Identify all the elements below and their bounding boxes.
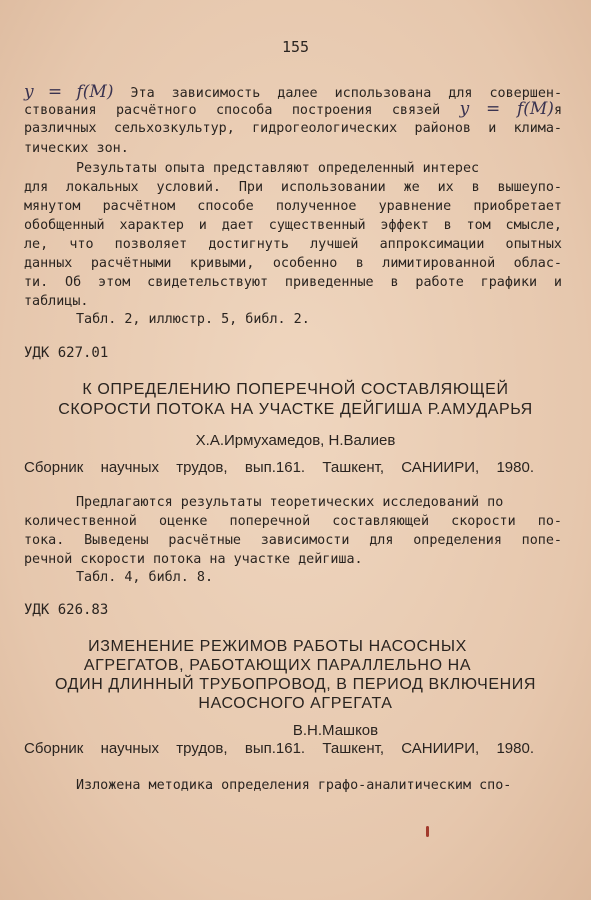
udk-code-2: УДК 626.83 [24,602,109,618]
para1-line-2-text: ствования расчётного способа построения связей [24,103,441,118]
udk-code-1: УДК 627.01 [24,345,109,361]
entry1-source: Сборник научных трудов, вып.161. Ташкент, САНИИРИ, 1980. [24,459,534,476]
entry1-title-line-1: К ОПРЕДЕЛЕНИЮ ПОПЕРЕЧНОЙ СОСТАВЛЯЮЩЕЙ [82,381,509,398]
para2-line-8: таблицы. [24,294,89,309]
para1-line-1-text: Эта зависимость далее использована для совершен- [130,86,563,101]
entry1-authors: Х.А.Ирмухамедов, Н.Валиев [195,432,396,449]
entry2-title-line-3: ОДИН ДЛИННЫЙ ТРУБОПРОВОД, В ПЕРИОД ВКЛЮЧЕНИЯ [54,676,537,693]
para2-line-2: для локальных условий. При использовании же их в вышеупо- [24,180,562,195]
para2-line-6: данных расчётными кривыми, особенно в лимитированной облас- [24,256,562,271]
para1-line-4: тических зон. [24,141,129,156]
entry1-abstract-line-3: тока. Выведены расчётные зависимости для определения попе- [24,533,562,548]
entry1-abstract-line-4: речной скорости потока на участке дейгиша. [24,552,363,567]
page-number: 155 [281,38,310,56]
entry1-references: Табл. 4, библ. 8. [76,570,214,585]
para2-line-3: мянутом расчётном способе полученное уравнение приобретает [24,199,562,214]
para2-line-4: обобщенный характер и дает существенный эффект в том смысле, [24,218,562,233]
entry1-title-line-2: СКОРОСТИ ПОТОКА НА УЧАСТКЕ ДЕЙГИША Р.АМУДАРЬЯ [58,401,533,418]
entry2-abstract-line-1: Изложена методика определения графо-аналитическим спо- [76,778,512,793]
entry2-title-line-2: АГРЕГАТОВ, РАБОТАЮЩИХ ПАРАЛЛЕЛЬНО НА [83,657,472,674]
references-1: Табл. 2, иллюстр. 5, библ. 2. [76,312,310,327]
entry2-source: Сборник научных трудов, вып.161. Ташкент, САНИИРИ, 1980. [24,740,534,757]
entry2-title-line-1: ИЗМЕНЕНИЕ РЕЖИМОВ РАБОТЫ НАСОСНЫХ [88,638,467,655]
entry2-title-line-4: НАСОСНОГО АГРЕГАТА [198,695,393,712]
ink-spot [426,826,429,837]
para2-line-5: ле, что позволяет достигнуть лучшей аппроксимации опытных [24,237,562,252]
para1-line-2 [24,101,562,119]
entry2-authors: В.Н.Машков [292,722,379,739]
para1-line-2-end: я [553,103,562,118]
entry1-abstract-line-1: Предлагаются результаты теоретических исследований по [76,495,504,510]
handwritten-formula: y = f(M) [24,82,114,102]
handwritten-formula-inline: y = f(M) [459,99,554,119]
entry1-abstract-line-2: количественной оценке поперечной составляющей скорости по- [24,514,562,529]
para1-line-3: различных сельхозкультур, гидрогеологических районов и клима- [24,121,562,136]
para2-line-1: Результаты опыта представляют определенный интерес [76,161,480,176]
para2-line-7: ти. Об этом свидетельствуют приведенные в работе графики и [24,275,562,290]
